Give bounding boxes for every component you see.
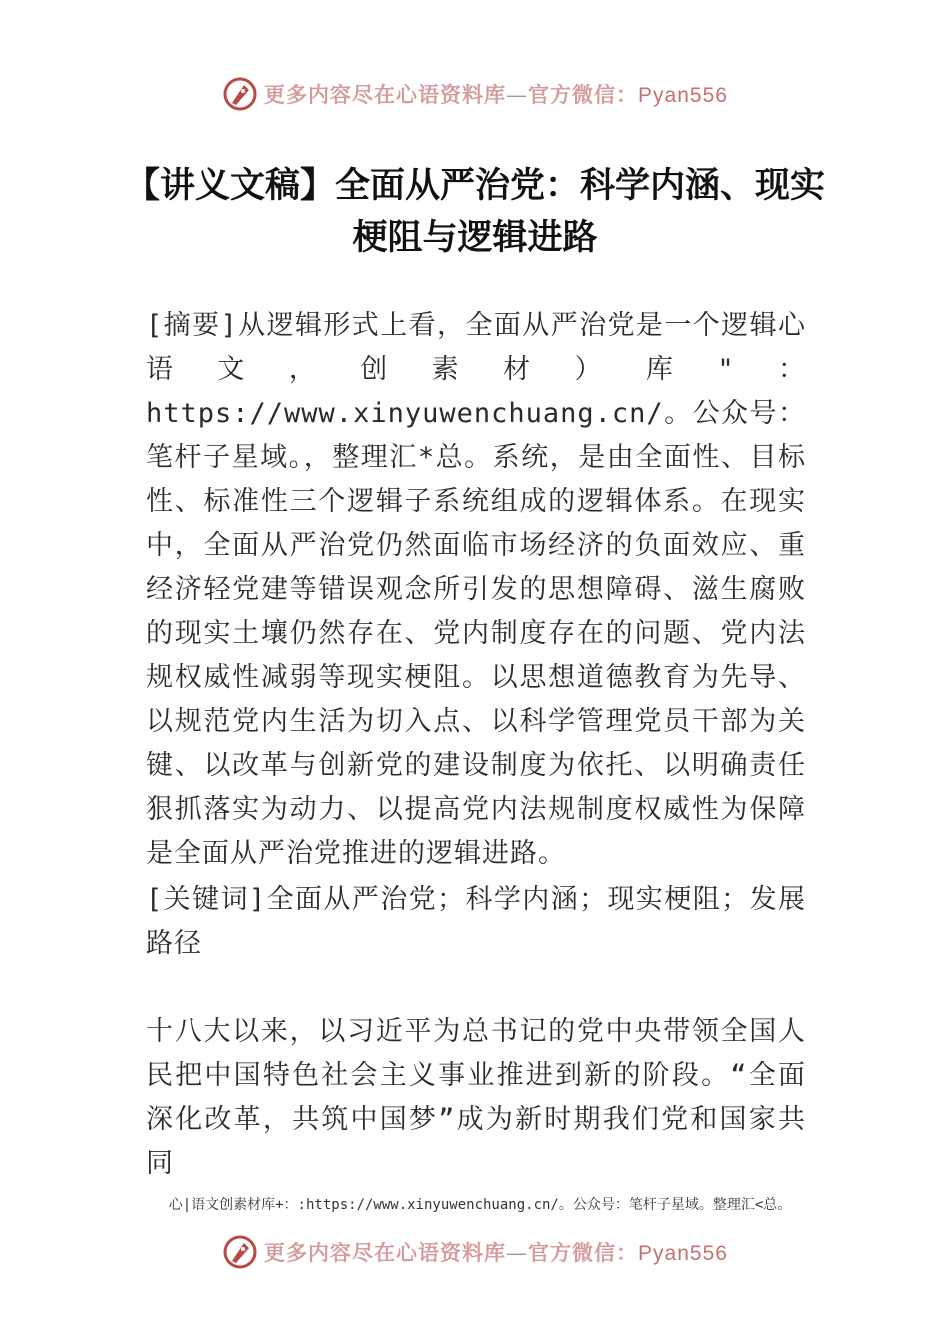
banner-dash: —: [506, 83, 529, 107]
header-banner: [0, 74, 950, 114]
banner-wechat-id: Pyan556: [638, 1242, 728, 1265]
body-paragraph: 十八大以来，以习近平为总书记的党中央带领全国人民把中国特色社会主义事业推进到新的阶段。“全面深化改革，共筑中国梦”成为新时期我们党和国家共同: [146, 1016, 806, 1179]
pen-nib-logo-icon: [222, 76, 258, 112]
source-footnote: 心|语文创素材库+：:https://www.xinyuwenchuang.cn/。公众号：笔杆子星域。整理汇<总。: [168, 1197, 792, 1213]
banner-site-name: 更多内容尽在心语资料库: [264, 1240, 507, 1265]
abstract-paragraph: [摘要]从逻辑形式上看，全面从严治党是一个逻辑心语文，创素材）库"：https://www.xinyuwenchuang.cn/。公众号：笔杆子星域。，整理汇*总。系统，是由全面性、目标性、标准性三个逻辑子系统组成的逻辑体系。在现实中，全面从严治党仍然面临市场经济的负面效应、重经济轻党建等错误观念所引发的思想障碍、滋生腐败的现实土壤仍然存在、党内制度存在的问题、党内法规权威性减弱等现实梗阻。以思想道德教育为先导、以规范党内生活为切入点、以科学管理党员干部为关键、以改革与创新党的建设制度为依托、以明确责任狠抓落实为动力、以提高党内法规制度权威性为保障是全面从严治党推进的逻辑进路。: [146, 310, 806, 869]
banner-wechat-label: 官方微信：: [528, 82, 639, 107]
banner-text: [264, 1237, 728, 1267]
banner-wechat-id: Pyan556: [638, 84, 728, 107]
banner-dash: —: [506, 1241, 529, 1265]
document-title: 【讲义文稿】全面从严治党：科学内涵、现实梗阻与逻辑进路: [124, 166, 825, 258]
pen-nib-logo-icon: [222, 1234, 258, 1270]
keywords-paragraph: [关键词]全面从严治党；科学内涵；现实梗阻；发展路径: [146, 884, 806, 959]
banner-text: [264, 79, 728, 109]
banner-site-name: 更多内容尽在心语资料库: [264, 82, 507, 107]
banner-wechat-label: 官方微信：: [528, 1240, 639, 1265]
footer-banner: [0, 1232, 950, 1272]
